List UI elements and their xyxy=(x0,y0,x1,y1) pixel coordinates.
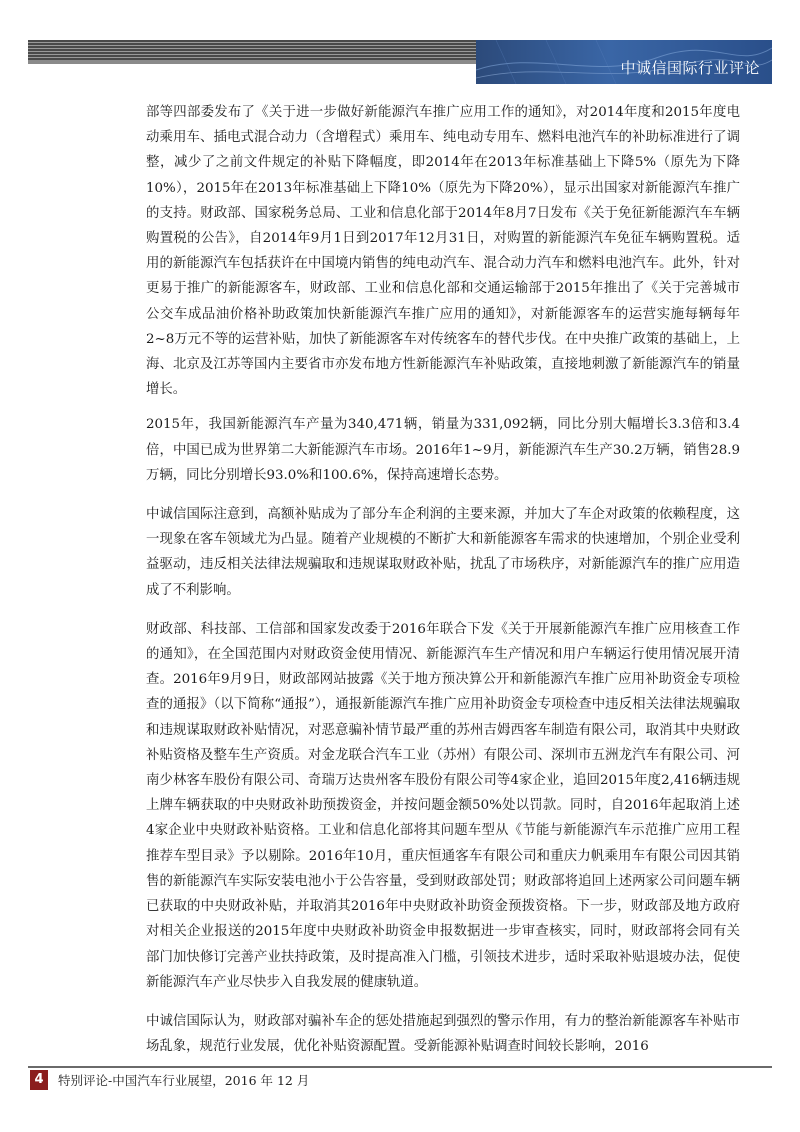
paragraph-fraud-inspection: 财政部、科技部、工信部和国家发改委于2016年联合下发《关于开展新能源汽车推广应用核查工作的通知》，在全国范围内对财政资金使用情况、新能源汽车生产情况和用户车辆运行使用情况展开清查。2016年9月9日，财政部网站披露《关于地方预决算公开和新能源汽车推广应用补助资金专项检查的通报》（以下简称“通报”），通报新能源汽车推广应用补助资金专项检查中违反相关法律法规骗取和违规谋取财政补贴情况，对恶意骗补情节最严重的苏州吉姆西客车制造有限公司，取消其中央财政补贴资格及整车生产资质。对金龙联合汽车工业（苏州）有限公司、深圳市五洲龙汽车有限公司、河南少林客车股份有限公司、奇瑞万达贵州客车股份有限公司等4家企业，追回2015年度2,416辆违规上牌车辆获取的中央财政补助预拨资金，并按问题金额50%处以罚款。同时，自2016年起取消上述4家企业中央财政补贴资格。工业和信息化部将其问题车型从《节能与新能源汽车示范推广应用工程推荐车型目录》予以剔除。2016年10月，重庆恒通客车有限公司和重庆力帆乘用车有限公司因其销售的新能源汽车实际安装电池小于公告容量，受到财政部处罚；财政部将追回上述两家公司问题车辆已获取的中央财政补贴，并取消其2016年中央财政补助资金预拨资格。下一步，财政部及地方政府对相关企业报送的2015年度中央财政补助资金申报数据进一步审查核实，同时，财政部将会同有关部门加快修订完善产业扶持政策，及时提高准入门槛，引领技术进步，适时采取补贴退坡办法，促使新能源汽车产业尽快步入自我发展的健康轨道。 xyxy=(146,621,740,990)
paragraph-subsidy-dependence: 中诚信国际注意到，高额补贴成为了部分车企利润的主要来源，并加大了车企对政策的依赖程度，这一现象在客车领域尤为凸显。随着产业规模的不断扩大和新能源客车需求的快速增加，个别企业受利益驱动，违反相关法律法规骗取和违规谋取财政补贴，扰乱了市场秩序，对新能源汽车的推广应用造成了不利影响。 xyxy=(146,507,740,598)
header-title: 中诚信国际行业评论 xyxy=(620,59,760,77)
paragraph-ccxi-view: 中诚信国际认为，财政部对骗补车企的惩处措施起到强烈的警示作用，有力的整治新能源客车补贴市场乱象，规范行业发展，优化补贴资源配置。受新能源补贴调查时间较长影响，2016 xyxy=(146,1013,740,1055)
paragraph-production-stats: 2015年，我国新能源汽车产量为340,471辆，销量为331,092辆，同比分别大幅增长3.3倍和3.4倍，中国已成为世界第二大新能源汽车市场。2016年1~9月，新能源汽车生产30.2万辆，销售28.9万辆，同比分别增长93.0%和100.6%，保持高速增长态势。 xyxy=(146,417,740,483)
page-header xyxy=(28,40,772,84)
footer-rule xyxy=(28,1066,772,1068)
footer-text: 特别评论-中国汽车行业展望，2016 年 12 月 xyxy=(58,1073,310,1088)
page-footer xyxy=(28,1060,772,1090)
header-stripes xyxy=(28,40,488,60)
header-banner xyxy=(476,40,772,84)
header-gray-bar xyxy=(28,60,488,64)
paragraph-policy-subsidy: 部等四部委发布了《关于进一步做好新能源汽车推广应用工作的通知》，对2014年度和2015年度电动乘用车、插电式混合动力（含增程式）乘用车、纯电动专用车、燃料电池汽车的补助标准进行了调整，减少了之前文件规定的补贴下降幅度，即2014年在2013年标准基础上下降5%（原先为下降10%），2015年在2013年标准基础上下降10%（原先为下降20%），显示出国家对新能源汽车推广的支持。财政部、国家税务总局、工业和信息化部于2014年8月7日发布《关于免征新能源汽车车辆购置税的公告》，自2014年9月1日到2017年12月31日，对购置的新能源汽车免征车辆购置税。适用的新能源汽车包括获许在中国境内销售的纯电动汽车、混合动力汽车和燃料电池汽车。此外，针对更易于推广的新能源客车，财政部、工业和信息化部和交通运输部于2015年推出了《关于完善城市公交车成品油价格补助政策加快新能源汽车推广应用的通知》，对新能源客车的运营实施每辆每年2~8万元不等的运营补贴，加快了新能源客车对传统客车的替代步伐。在中央推广政策的基础上，上海、北京及江苏等国内主要省市亦发布地方性新能源汽车补贴政策，直接地刺激了新能源汽车的销量增长。 xyxy=(146,105,740,398)
page-number-badge: 4 xyxy=(30,1070,48,1090)
document-body xyxy=(146,100,740,1073)
